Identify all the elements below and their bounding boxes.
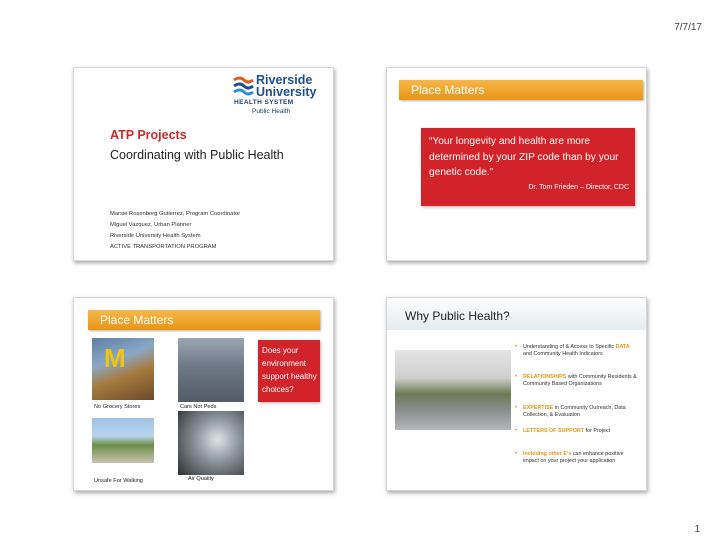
logo-text-health-system: HEALTH SYSTEM [234, 99, 294, 106]
bullet-item: • Understanding of & Access to Specific DATA and Community Health Indicators [515, 344, 630, 357]
slide1-subtitle: Coordinating with Public Health [110, 148, 284, 162]
slide-title [73, 67, 334, 261]
bullet-item: • Including other E’s can enhance positive impact on your project your application [515, 451, 624, 464]
quote-attribution: Dr. Tom Frieden – Director, CDC [528, 184, 629, 191]
quote-box [421, 128, 635, 206]
presenter-line: Miguel Vazquez, Urban Planner [110, 222, 192, 228]
photo-traffic [178, 338, 244, 402]
callout-box [258, 340, 320, 402]
presenter-line: ACTIVE TRANSPORTATION PROGRAM [110, 244, 217, 250]
logo-text-riverside: Riverside [256, 73, 313, 87]
photo-caption: Air Quality [188, 476, 214, 482]
photo-team-group [395, 350, 511, 430]
bullet-item: • EXPERTISE in Community Outreach, Data Collection, & Evaluation [515, 405, 626, 418]
page-number: 1 [694, 524, 700, 535]
bullet-icon: • [515, 405, 518, 411]
slide1-title: ATP Projects [110, 128, 187, 142]
bullet-icon: • [515, 374, 518, 380]
photo-pedestrian [92, 418, 154, 463]
slide-why-public-health [386, 297, 647, 491]
bullet-icon: • [515, 344, 518, 350]
photo-caption: No Grocery Stores [94, 404, 141, 410]
callout-text: Does your environment support healthy choices? [262, 346, 317, 394]
slide-banner: Place Matters [399, 80, 643, 100]
slide4-title: Why Public Health? [405, 309, 510, 323]
bullet-item: • LETTERS OF SUPPORT for Project [515, 428, 611, 434]
bullet-icon: • [515, 428, 518, 434]
bullet-item: • RELATIONSHIPS with Community Residents & Community Based Organizations [515, 374, 637, 387]
rivers-logo-icon [232, 74, 254, 96]
photo-caption: Unsafe For Walking [94, 478, 143, 484]
presenter-line: Riverside University Health System [110, 233, 201, 239]
logo-text-university: University [256, 85, 317, 99]
bullet-icon: • [515, 451, 518, 457]
quote-text: “Your longevity and health are more determined by your ZIP code than by your genetic code.” [429, 136, 619, 178]
photo-caption: Cars Not Peds [180, 404, 217, 410]
presenter-line: Marsie Rosenberg Gutierrez, Program Coordinator [110, 211, 241, 217]
print-date: 7/7/17 [674, 22, 702, 33]
slide-place-matters-photos [73, 297, 334, 491]
fast-food-sign-icon: M [104, 343, 126, 373]
logo-text-public-health: Public Health [252, 108, 291, 115]
slide-banner: Place Matters [88, 310, 320, 330]
photo-smokestack [178, 411, 244, 475]
slide-place-matters-quote [386, 67, 647, 261]
